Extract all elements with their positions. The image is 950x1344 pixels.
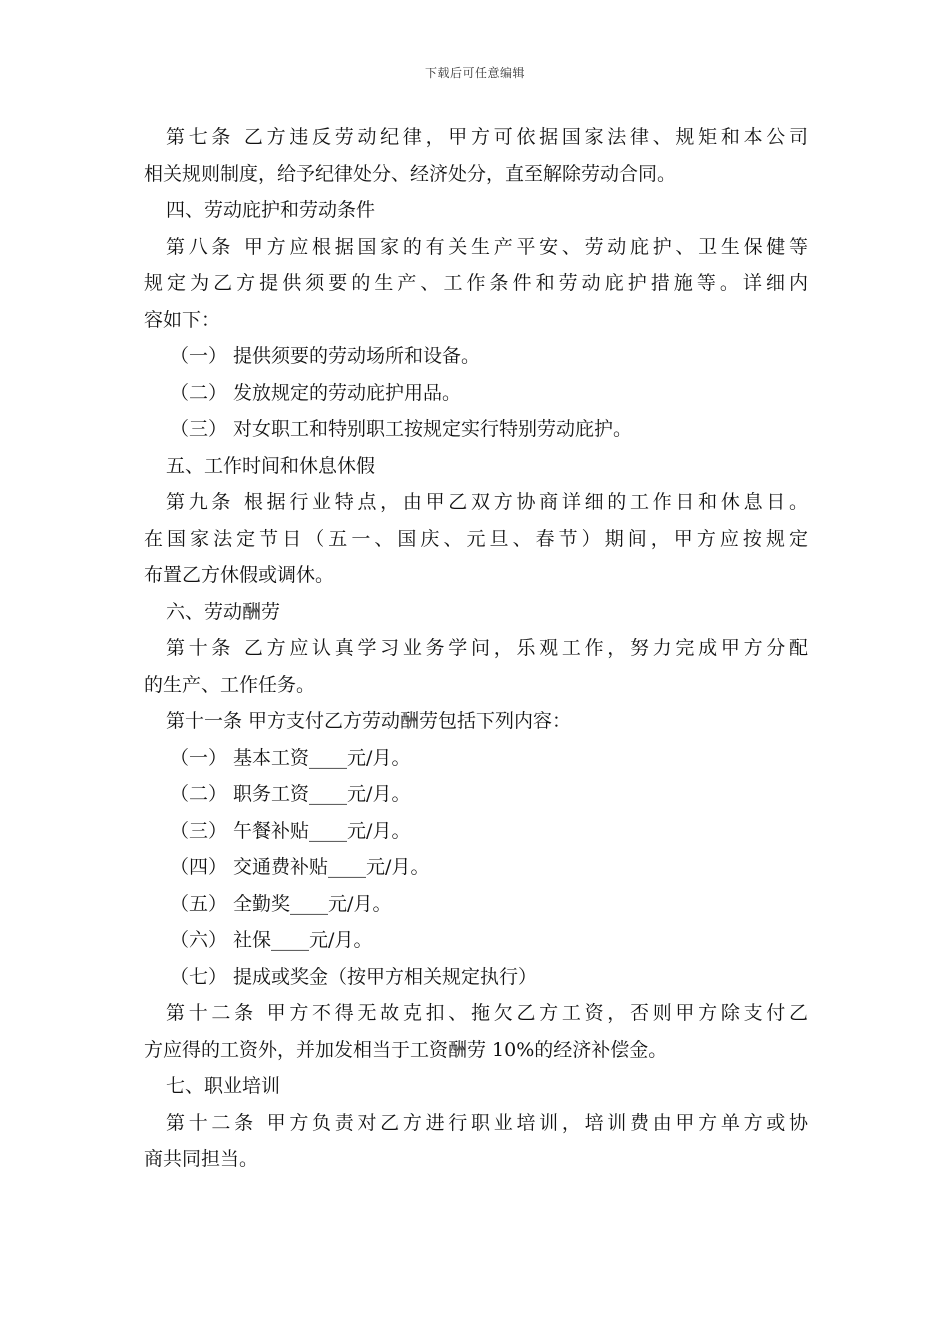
text-line: 四、劳动庇护和劳动条件 bbox=[166, 199, 376, 221]
text-line: （六） 社保____元/月。 bbox=[170, 929, 373, 951]
text-line: （二） 职务工资____元/月。 bbox=[170, 783, 411, 805]
text-line: 第十二条 甲方负责对乙方进行职业培训，培训费由甲方单方或协 bbox=[166, 1111, 808, 1134]
text-line: （三） 对女职工和特别职工按规定实行特别劳动庇护。 bbox=[170, 418, 633, 440]
text-line: （五） 全勤奖____元/月。 bbox=[170, 892, 392, 915]
text-line: 六、劳动酬劳 bbox=[166, 600, 281, 623]
text-line: 五、工作时间和休息休假 bbox=[166, 454, 376, 477]
text-line: （一） 提供须要的劳动场所和设备。 bbox=[170, 345, 481, 367]
text-line: （三） 午餐补贴____元/月。 bbox=[170, 819, 411, 842]
text-line: 容如下： bbox=[144, 308, 221, 331]
document-body bbox=[144, 119, 808, 1178]
text-line: 方应得的工资外，并加发相当于工资酬劳 10%的经济补偿金。 bbox=[144, 1038, 668, 1061]
text-line: （一） 基本工资____元/月。 bbox=[170, 746, 411, 769]
text-line: 相关规则制度，给予纪律处分、经济处分，直至解除劳动合同。 bbox=[144, 162, 677, 185]
text-line: 的生产、工作任务。 bbox=[144, 673, 316, 696]
text-line: 第九条 根据行业特点，由甲乙双方协商详细的工作日和休息日。 bbox=[166, 491, 808, 513]
text-line: 第七条 乙方违反劳动纪律，甲方可依据国家法律、规矩和本公司 bbox=[166, 126, 808, 148]
text-line: 在国家法定节日（五一、国庆、元旦、春节）期间，甲方应按规定 bbox=[144, 527, 808, 550]
text-line: （二） 发放规定的劳动庇护用品。 bbox=[170, 381, 462, 404]
text-line: 第十一条 甲方支付乙方劳动酬劳包括下列内容： bbox=[166, 710, 572, 732]
text-line: 七、职业培训 bbox=[166, 1075, 281, 1097]
text-line: 规定为乙方提供须要的生产、工作条件和劳动庇护措施等。详细内 bbox=[144, 272, 808, 294]
text-line: （四） 交通费补贴____元/月。 bbox=[170, 856, 430, 878]
text-line: 商共同担当。 bbox=[144, 1148, 259, 1170]
text-line: 布置乙方休假或调休。 bbox=[144, 564, 335, 586]
text-line: 第十条 乙方应认真学习业务学问，乐观工作，努力完成甲方分配 bbox=[166, 637, 808, 659]
text-line: （七） 提成或奖金（按甲方相关规定执行） bbox=[170, 965, 538, 988]
text-line: 第八条 甲方应根据国家的有关生产平安、劳动庇护、卫生保健等 bbox=[166, 235, 808, 258]
text-line: 第十二条 甲方不得无故克扣、拖欠乙方工资，否则甲方除支付乙 bbox=[166, 1002, 808, 1024]
page-header: 下载后可任意编辑 bbox=[424, 66, 525, 80]
